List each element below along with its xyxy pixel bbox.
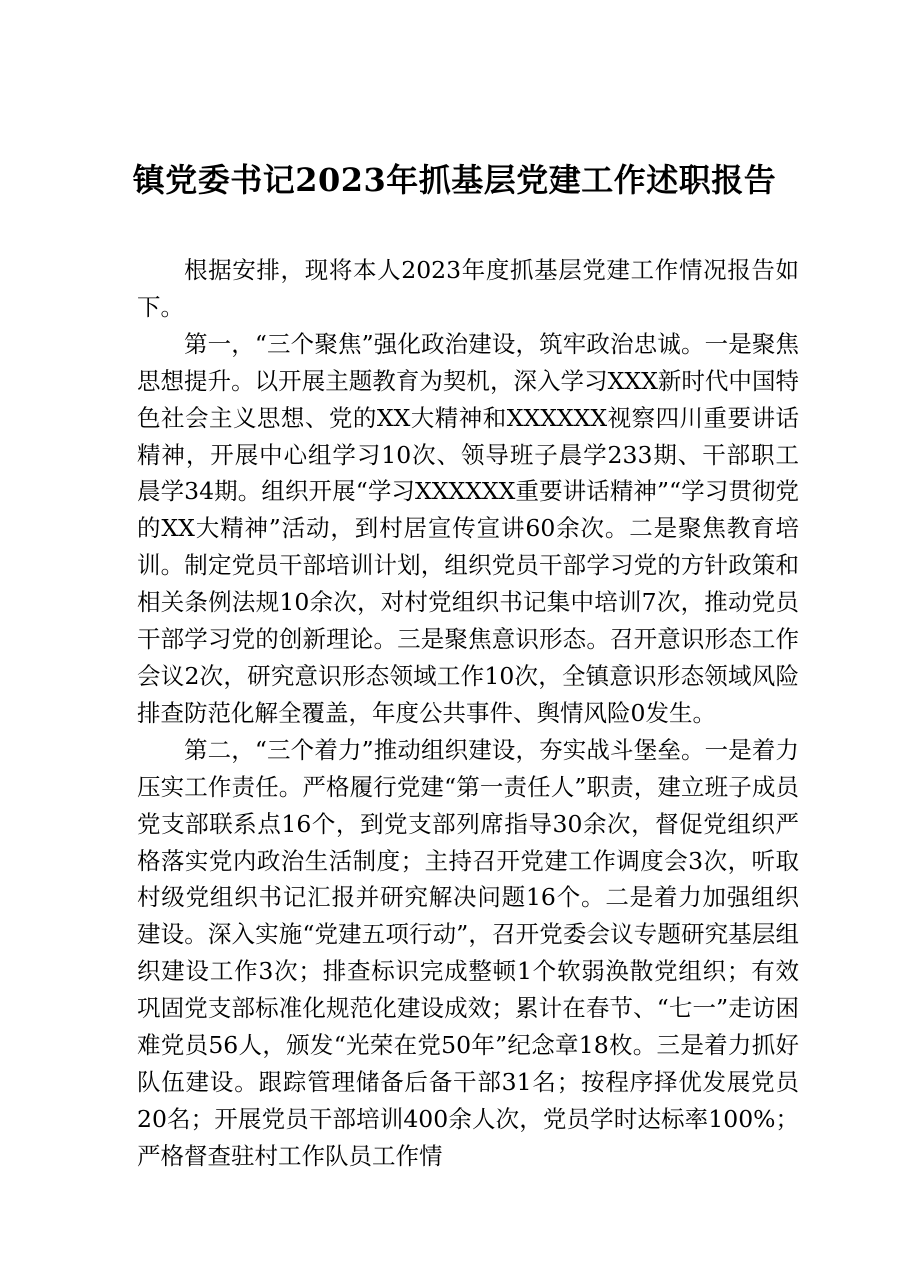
document-title: 镇党委书记2023年抓基层党建工作述职报告 xyxy=(132,161,777,199)
paragraph-intro: 根据安排，现将本人2023年度抓基层党建工作情况报告如下。 xyxy=(137,256,799,321)
paragraph-organization-building: 第二，“三个着力”推动组织建设，夯实战斗堡垒。一是着力压实工作责任。严格履行党建“第一责任人”职责，建立班子成员党支部联系点16个，到党支部列席指导30余次，督促党组织严格落实党内政治生活制度；主持召开党建工作调度会3次，听取村级党组织书记汇报并研究解决问题16个。二是着力加强组织建设。深入实施“党建五项行动”，召开党委会议专题研究基层组织建设工作3次；排查标识完成整顿1个软弱涣散党组织；有效巩固党支部标准化规范化建设成效；累计在春节、“七一”走访困难党员56人，颁发“光荣在党50年”纪念章18枚。三是着力抓好队伍建设。跟踪管理储备后备干部31名；按程序择优发展党员20名；开展党员干部培训400余人次，党员学时达标率100%；严格督查驻村工作队员工作情 xyxy=(137,735,799,1170)
paragraph-political-building: 第一，“三个聚焦”强化政治建设，筑牢政治忠诚。一是聚焦思想提升。以开展主题教育为契机，深入学习XXX新时代中国特色社会主义思想、党的XX大精神和XXXXXX视察四川重要讲话精神，开展中心组学习10次、领导班子晨学233期、干部职工晨学34期。组织开展“学习XXXXXX重要讲话精神”“学习贯彻党的XX大精神”活动，到村居宣传宣讲60余次。二是聚焦教育培训。制定党员干部培训计划，组织党员干部学习党的方针政策和相关条例法规10余次，对村党组织书记集中培训7次，推动党员干部学习党的创新理论。三是聚焦意识形态。召开意识形态工作会议2次，研究意识形态领域工作10次，全镇意识形态领域风险排查防范化解全覆盖，年度公共事件、舆情风险0发生。 xyxy=(137,329,799,727)
document-body xyxy=(137,252,799,1175)
